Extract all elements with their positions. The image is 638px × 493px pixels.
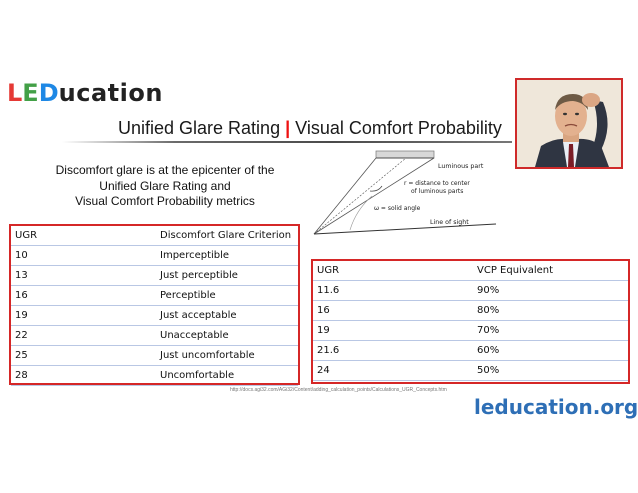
leducation-logo [7, 80, 163, 106]
table-header-cell: UGR [313, 261, 473, 281]
footer-domain: leducation.org [474, 395, 638, 419]
table-cell: 19 [313, 321, 473, 341]
table-cell: 16 [313, 301, 473, 321]
table-header-cell: UGR [11, 226, 156, 246]
table-cell: 11.6 [313, 281, 473, 301]
table-cell: Imperceptible [156, 246, 298, 266]
luminous-panel [376, 151, 434, 158]
table-cell: 25 [11, 346, 156, 366]
diagram-label-distance-2: of luminous parts [411, 188, 464, 195]
table-cell: 28 [11, 366, 156, 386]
glare-geometry-diagram [310, 148, 500, 236]
table-cell: Unacceptable [156, 326, 298, 346]
table-cell: Perceptible [156, 286, 298, 306]
diagram-label-distance: r = distance to center [404, 180, 470, 187]
title-underline [62, 141, 512, 143]
title-ugr: Unified Glare Rating [118, 118, 281, 138]
table-cell: 21.6 [313, 341, 473, 361]
logo-text-rest: ucation [58, 79, 163, 107]
table-cell: 80% [473, 301, 628, 321]
page-title [118, 118, 518, 139]
table-cell: 50% [473, 361, 628, 381]
table-cell: 24 [313, 361, 473, 381]
table-cell: 19 [11, 306, 156, 326]
table-cell: Just perceptible [156, 266, 298, 286]
diagram-label-sight: Line of sight [430, 219, 469, 226]
intro-line: Discomfort glare is at the epicenter of the [55, 163, 275, 177]
table-header-cell: Discomfort Glare Criterion [156, 226, 298, 246]
table-cell: 13 [11, 266, 156, 286]
table-cell: 70% [473, 321, 628, 341]
table-cell: Just uncomfortable [156, 346, 298, 366]
table-cell: 60% [473, 341, 628, 361]
table-cell: Uncomfortable [156, 366, 298, 386]
table-cell: Just acceptable [156, 306, 298, 326]
table-cell: 22 [11, 326, 156, 346]
vcp-table-frame [311, 259, 630, 384]
intro-line: Visual Comfort Probability metrics [75, 194, 255, 208]
thinking-man-photo [515, 78, 623, 169]
intro-line: Unified Glare Rating and [99, 178, 231, 193]
source-url[interactable]: http://docs.agi32.com/AGi32/Content/adding_calculation_points/Calculations_UGR_Concepts.htm [230, 387, 447, 393]
title-separator: | [285, 118, 291, 138]
title-vcp: Visual Comfort Probability [295, 118, 502, 138]
photo-illustration [517, 80, 621, 167]
ugr-table-frame [9, 224, 300, 385]
diagram-label-angle: ω = solid angle [374, 205, 421, 212]
table-cell: 16 [11, 286, 156, 306]
diagram-label-luminous: Luminous part [438, 163, 484, 170]
table-cell: 90% [473, 281, 628, 301]
table-cell: 10 [11, 246, 156, 266]
logo-letter-e: E [22, 79, 39, 107]
logo-letter-d: D [38, 79, 59, 107]
table-header-cell: VCP Equivalent [473, 261, 628, 281]
intro-text [30, 163, 300, 210]
logo-letter-l: L [7, 79, 23, 107]
